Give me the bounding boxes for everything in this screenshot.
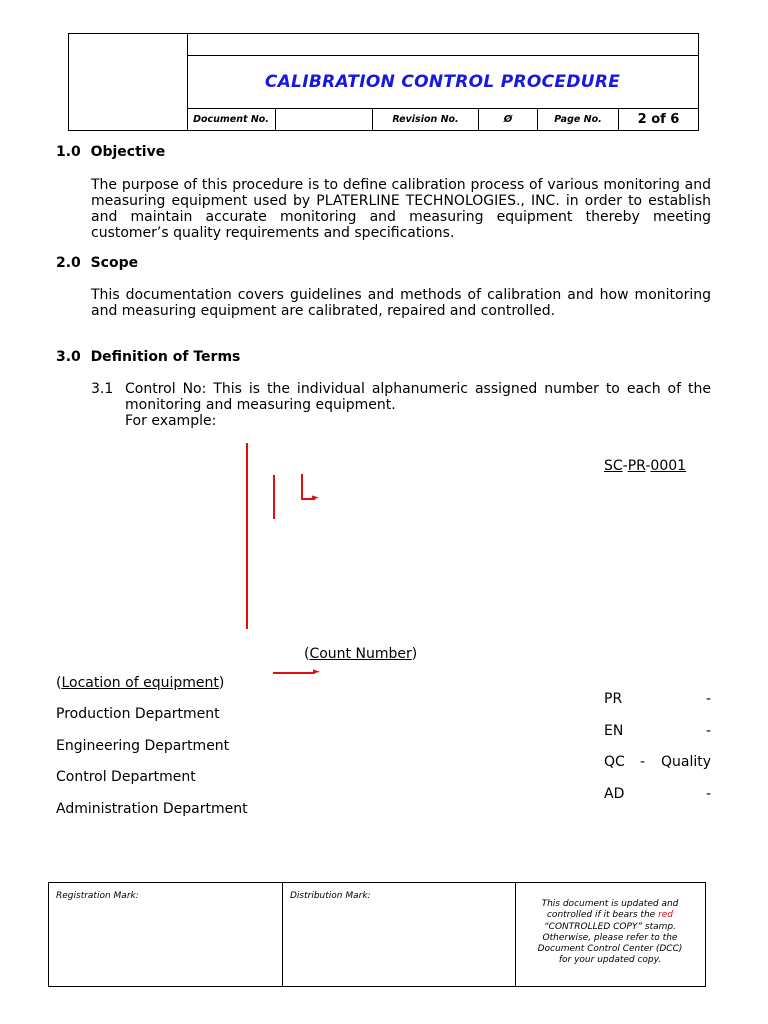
paren-close: ) (411, 646, 418, 662)
distribution-mark-label: Distribution Mark: (290, 891, 371, 901)
department-item: Production Department (56, 706, 220, 722)
definitions-heading (56, 349, 240, 365)
paren-open: ( (56, 675, 62, 691)
definitions-heading-text: Definition of Terms (90, 349, 241, 365)
note-line: for your updated copy. (558, 955, 662, 966)
control-number-example (604, 458, 686, 474)
registration-mark-label: Registration Mark: (56, 891, 139, 901)
paren-close: ) (218, 675, 225, 691)
revision-no-value: Ø (479, 109, 538, 130)
header-info-row (187, 109, 698, 130)
distribution-mark-cell (283, 883, 516, 986)
connector-line (301, 474, 303, 499)
department-item: Control Department (56, 769, 196, 785)
note-line: This document is updated and (541, 899, 679, 909)
scope-paragraph: This documentation covers guidelines and methods of calibration and how monitoring and measuring equipment are calibrated, repaired and controlled. (91, 287, 711, 319)
department-item: Administration Department (56, 801, 248, 817)
count-number-label (304, 646, 417, 662)
definition-item-number: 3.1 (91, 381, 114, 397)
arrow-right-icon: ► (313, 667, 320, 677)
code-separator: - (622, 458, 628, 474)
dept-code: QC (604, 754, 625, 770)
note-line: “CONTROLLED COPY” stamp. (544, 921, 676, 932)
document-title: CALIBRATION CONTROL PROCEDURE (187, 56, 698, 109)
logo-cell (69, 34, 188, 130)
scope-heading (56, 255, 138, 271)
code-part-location: PR (627, 458, 646, 474)
dept-code-dash: - (640, 754, 646, 770)
dept-code-dash: - (706, 786, 712, 802)
objective-paragraph: The purpose of this procedure is to define calibration process of various monitoring and measuring equipment used by PLATERLINE TECHNOLOGIES., INC. in order to establish and maintain accurate monitoring and measuring equipment thereby meeting customer’s quality requirements and specifications. (91, 177, 711, 241)
footer-table (48, 882, 706, 987)
note-line (515, 910, 705, 921)
objective-heading-number: 1.0 (56, 144, 81, 160)
example-label: For example: (125, 413, 217, 429)
connector-line (273, 672, 315, 674)
document-no-label: Document No. (187, 109, 276, 130)
connector-line (273, 475, 275, 519)
scope-heading-text: Scope (90, 255, 139, 271)
code-separator: - (645, 458, 651, 474)
dept-code-extra: Quality (661, 754, 712, 770)
definitions-heading-number: 3.0 (56, 349, 81, 365)
header-table (68, 33, 699, 131)
paren-open: ( (304, 646, 310, 662)
dept-code-dash: - (706, 691, 712, 707)
objective-heading-text: Objective (90, 144, 166, 160)
revision-no-label: Revision No. (373, 109, 479, 130)
document-no-value (276, 109, 373, 130)
note-line: Otherwise, please refer to the (542, 932, 678, 943)
connector-line (246, 443, 248, 629)
page-no-value: 2 of 6 (637, 112, 680, 127)
code-part-count: 0001 (650, 458, 687, 474)
department-item: Engineering Department (56, 738, 230, 754)
arrow-right-icon: ► (312, 493, 319, 503)
note-line: Document Control Center (DCC) (537, 944, 683, 955)
dept-code-dash: - (706, 723, 712, 739)
registration-mark-cell (49, 883, 283, 986)
location-text: Location of equipment (61, 675, 219, 691)
dept-code: EN (604, 723, 624, 739)
scope-heading-number: 2.0 (56, 255, 81, 271)
count-number-text: Count Number (309, 646, 412, 662)
controlled-copy-note (515, 899, 705, 967)
code-part-site: SC (604, 458, 623, 474)
page-no-label: Page No. (538, 109, 619, 130)
header-top-row (187, 34, 698, 56)
dept-code: PR (604, 691, 623, 707)
note-text: controlled if it bears the (546, 910, 659, 921)
objective-heading (56, 144, 165, 160)
note-red-word: red (658, 910, 674, 921)
location-label (56, 675, 224, 691)
dept-code: AD (604, 786, 625, 802)
definition-item-text: Control No: This is the individual alphanumeric assigned number to each of the monitoring and measuring equipment. (125, 381, 711, 413)
